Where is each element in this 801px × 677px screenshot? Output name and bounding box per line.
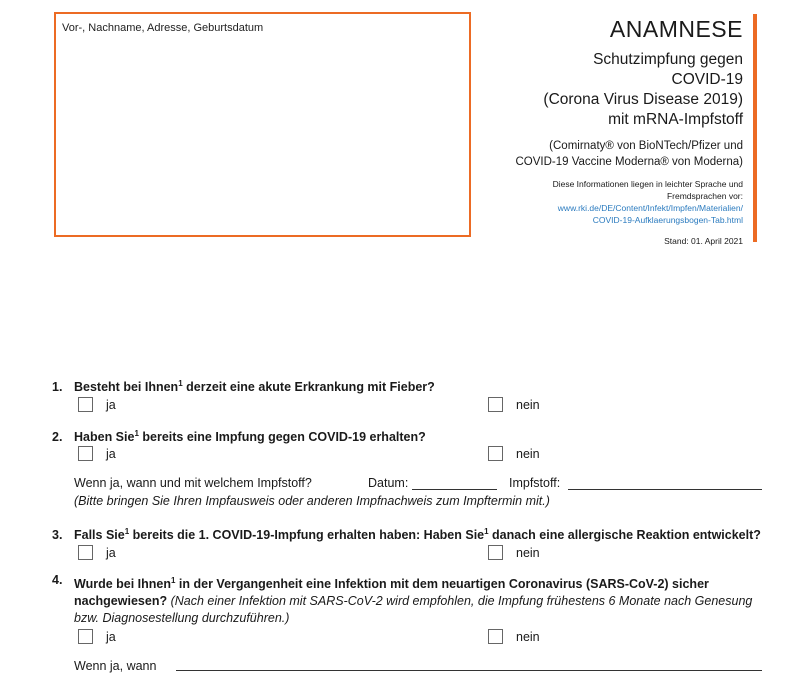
rki-link[interactable] bbox=[443, 202, 743, 226]
q2-no-checkbox[interactable] bbox=[488, 446, 503, 461]
question-text: Haben Sie bbox=[74, 430, 135, 445]
question-4 bbox=[52, 572, 764, 627]
question-text: Falls Sie bbox=[74, 528, 125, 543]
q3-no-checkbox[interactable] bbox=[488, 545, 503, 560]
q4-no-checkbox[interactable] bbox=[488, 629, 503, 644]
question-text: Wurde bei Ihnen bbox=[74, 577, 171, 592]
question-text: Besteht bei Ihnen bbox=[74, 380, 179, 395]
q2-vaccine-label: Impfstoff: bbox=[509, 476, 561, 490]
q1-yes-checkbox[interactable] bbox=[78, 397, 93, 412]
accent-bar bbox=[753, 14, 757, 242]
question-text: danach eine allergische Reaktion entwickelt? bbox=[488, 528, 761, 543]
vaccine-line: (Comirnaty® von BioNTech/Pfizer und bbox=[549, 140, 743, 152]
option-label: nein bbox=[516, 446, 540, 461]
question-number: 4. bbox=[52, 573, 63, 587]
q4-yes-checkbox[interactable] bbox=[78, 629, 93, 644]
q4-yes-option[interactable] bbox=[78, 629, 116, 644]
subtitle-line: Schutzimpfung gegen bbox=[593, 51, 743, 68]
option-label: ja bbox=[106, 397, 116, 412]
question-2 bbox=[52, 425, 426, 446]
q3-yes-checkbox[interactable] bbox=[78, 545, 93, 560]
q2-yes-option[interactable] bbox=[78, 446, 116, 461]
info-line: Fremdsprachen vor: bbox=[666, 191, 743, 201]
language-info bbox=[443, 178, 743, 202]
option-label: nein bbox=[516, 545, 540, 560]
vaccine-names bbox=[443, 138, 743, 170]
subtitle-line: COVID-19 bbox=[671, 71, 743, 88]
footnote-marker: 1 bbox=[484, 527, 489, 536]
question-number: 3. bbox=[52, 528, 63, 543]
footnote-marker: 1 bbox=[134, 429, 139, 438]
question-1 bbox=[52, 375, 435, 396]
q2-no-option[interactable] bbox=[488, 446, 540, 461]
q2-yes-checkbox[interactable] bbox=[78, 446, 93, 461]
footnote-marker: 1 bbox=[171, 576, 176, 585]
question-3 bbox=[52, 523, 761, 544]
link-line[interactable]: www.rki.de/DE/Content/Infekt/Impfen/Materialien/ bbox=[557, 203, 743, 213]
question-text: bereits eine Impfung gegen COVID-19 erhalten? bbox=[138, 430, 426, 445]
option-label: ja bbox=[106, 629, 116, 644]
address-box-label: Vor-, Nachname, Adresse, Geburtsdatum bbox=[62, 22, 264, 34]
option-label: ja bbox=[106, 545, 116, 560]
q4-followup-prompt: Wenn ja, wann bbox=[74, 659, 157, 673]
document-header bbox=[443, 14, 743, 246]
info-line: Diese Informationen liegen in leichter Sprache und bbox=[552, 179, 743, 189]
question-number: 2. bbox=[52, 430, 63, 445]
subtitle-line: mit mRNA-Impfstoff bbox=[608, 111, 743, 128]
version-date: Stand: 01. April 2021 bbox=[664, 236, 743, 246]
footnote-marker: 1 bbox=[124, 527, 130, 536]
vaccine-line: COVID-19 Vaccine Moderna® von Moderna) bbox=[515, 156, 743, 168]
q1-yes-option[interactable] bbox=[78, 397, 116, 412]
document-subtitle bbox=[443, 50, 743, 130]
document-title: ANAMNESE bbox=[609, 16, 743, 42]
question-text: bereits die 1. COVID-19-Impfung erhalten haben: Haben Sie bbox=[129, 528, 485, 543]
question-text: derzeit eine akute Erkrankung mit Fieber? bbox=[182, 380, 435, 395]
option-label: ja bbox=[106, 446, 116, 461]
footnote-marker: 1 bbox=[178, 379, 183, 388]
q3-no-option[interactable] bbox=[488, 545, 540, 560]
option-label: nein bbox=[516, 629, 540, 644]
q4-no-option[interactable] bbox=[488, 629, 540, 644]
q2-note: (Bitte bringen Sie Ihren Impfausweis oder anderen Impfnachweis zum Impftermin mit.) bbox=[74, 494, 550, 508]
option-label: nein bbox=[516, 397, 540, 412]
q2-date-label: Datum: bbox=[368, 476, 409, 490]
q2-followup-prompt: Wenn ja, wann und mit welchem Impfstoff? bbox=[74, 476, 312, 490]
link-line[interactable]: COVID-19-Aufklaerungsbogen-Tab.html bbox=[592, 215, 743, 225]
q1-no-checkbox[interactable] bbox=[488, 397, 503, 412]
q2-vaccine-field[interactable] bbox=[568, 489, 762, 490]
question-note: (Nach einer Infektion mit SARS-CoV-2 wird empfohlen, die Impfung frühestens 6 Monate nach Genesung bzw. Diagnosestellung durchzuführen.) bbox=[74, 594, 753, 626]
question-number: 1. bbox=[52, 380, 63, 395]
q1-no-option[interactable] bbox=[488, 397, 540, 412]
q2-date-field[interactable] bbox=[412, 489, 497, 490]
q4-date-field[interactable] bbox=[176, 670, 762, 671]
question-text: in der Vergangenheit eine Infektion mit dem neuartigen Coronavirus (SARS-CoV-2) sicher nachgewiesen? bbox=[74, 577, 709, 609]
q3-yes-option[interactable] bbox=[78, 545, 116, 560]
address-box[interactable] bbox=[54, 12, 471, 237]
subtitle-line: (Corona Virus Disease 2019) bbox=[543, 91, 743, 108]
